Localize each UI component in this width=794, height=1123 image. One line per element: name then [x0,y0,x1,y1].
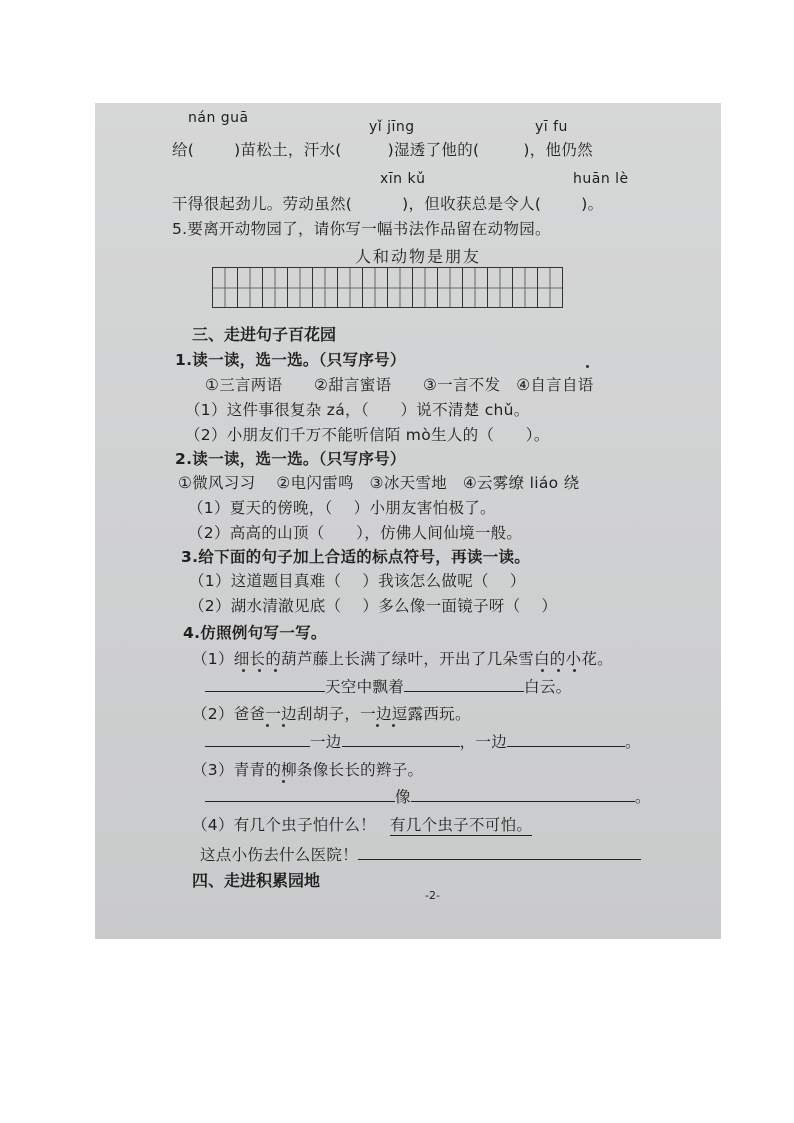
q2-options: ①微风习习 ②电闪雷鸣 ③冰天雪地 ④云雾缭 liáo 绕 [178,474,580,492]
emphasis-dot [541,669,544,672]
emphasis-dot [274,669,277,672]
emphasis-dot [586,365,589,368]
grid-cell[interactable] [538,268,563,308]
emphasis-dot [376,724,379,727]
q4-example-4 [192,813,532,835]
fill-text: )。 [581,195,604,213]
fill-text: 。 [634,788,651,806]
fill-text: 干得很起劲儿。劳动虽然( [172,195,353,213]
grid-cell[interactable] [288,268,313,308]
q3-sentence-1: （1）这道题目真难（ ）我该怎么做呢（ ） [189,572,526,590]
answer-blank[interactable] [358,858,641,860]
q4-example-2: （2）爸爸一边刮胡子，一边逗露西玩。 [192,705,471,723]
calligraphy-phrase: 人和动物是朋友 [355,247,482,266]
q4-answer-4 [200,843,641,865]
grid-cell[interactable] [488,268,513,308]
grid-cell[interactable] [513,268,538,308]
fill-text: )湿透了他的( [387,141,480,159]
q4-example-1: （1）细长的葫芦藤上长满了绿叶，开出了几朵雪白的小花。 [192,650,613,668]
pinyin-nan-gua: nán guā [188,110,249,126]
underlined-answer: 有几个虫子不可怕。 [389,816,533,834]
pinyin-xin-ku: xīn kǔ [380,171,426,187]
fill-text: 天空中飘着 [325,678,405,696]
q3-sentence-2: （2）湖水清澈见底（ ）多么像一面镜子呀（ ） [189,597,558,615]
q1-sentence-1: （1）这件事很复杂 zá，（ ）说不清楚 chǔ。 [185,401,530,419]
q1-title: 1.读一读，选一选。（只写序号） [175,351,406,369]
fill-text: 这点小伤去什么医院！ [200,846,359,864]
fill-text: 像 [395,788,411,806]
grid-cell[interactable] [313,268,338,308]
answer-blank[interactable] [342,745,460,747]
emphasis-dot [282,724,285,727]
grid-cell[interactable] [388,268,413,308]
worksheet-page [95,103,721,939]
pinyin-huan-le: huān lè [573,171,629,187]
fill-text: ，一边 [459,733,508,751]
q2-sentence-1: （1）夏天的傍晚，（ ）小朋友害怕极了。 [188,499,496,517]
fill-text: )，但收获总是令人( [402,195,542,213]
q4-example-3: （3）青青的柳条像长长的辫子。 [192,761,424,779]
q4-answer-3 [205,785,651,807]
q4-answer-1 [205,675,571,697]
q1-sentence-2: （2）小朋友们千万不能听信陌 mò生人的（ ）。 [185,426,550,444]
fill-text: （4）有几个虫子怕什么！ [192,816,376,834]
question-5: 5.要离开动物园了，请你写一幅书法作品留在动物园。 [172,220,551,238]
emphasis-dot [282,780,285,783]
grid-cell[interactable] [263,268,288,308]
section-4-title: 四、走进积累园地 [192,871,321,890]
q3-title: 3.给下面的句子加上合适的标点符号，再读一读。 [181,548,531,566]
writing-grid[interactable] [212,267,563,308]
grid-cell[interactable] [438,268,463,308]
q2-title: 2.读一读，选一选。（只写序号） [175,450,406,468]
grid-cell[interactable] [338,268,363,308]
emphasis-dot [258,669,261,672]
emphasis-dot [266,724,269,727]
grid-cell[interactable] [238,268,263,308]
q4-title: 4.仿照例句写一写。 [183,624,327,642]
fill-text: 白云。 [524,678,572,696]
answer-blank[interactable] [205,800,395,802]
grid-cell[interactable] [213,268,238,308]
fill-line-1 [172,138,593,160]
page-number: -2- [425,889,440,902]
pinyin-yi-jing: yǐ jīng [369,119,415,135]
fill-text: 一边 [310,733,342,751]
section-3-title: 三、走进句子百花园 [192,325,337,344]
grid-cell[interactable] [413,268,438,308]
fill-text: )苗松土，汗水( [234,141,342,159]
emphasis-dot [557,669,560,672]
q1-options: ①三言两语 ②甜言蜜语 ③一言不发 ④自言自语 [205,376,594,394]
emphasis-dot [392,724,395,727]
answer-blank[interactable] [205,745,310,747]
answer-blank[interactable] [205,690,325,692]
fill-text: )，他仍然 [523,141,593,159]
fill-text: 。 [625,733,641,751]
pinyin-yi-fu: yī fu [535,119,568,135]
q4-answer-2 [205,730,641,752]
answer-blank[interactable] [411,800,635,802]
grid-cell[interactable] [463,268,488,308]
answer-blank[interactable] [507,745,625,747]
emphasis-dot [242,669,245,672]
grid-cell[interactable] [363,268,388,308]
q2-sentence-2: （2）高高的山顶（ ），仿佛人间仙境一般。 [188,524,523,542]
answer-blank[interactable] [404,690,524,692]
fill-line-2 [172,192,603,214]
fill-text: 给( [172,141,195,159]
emphasis-dot [573,669,576,672]
